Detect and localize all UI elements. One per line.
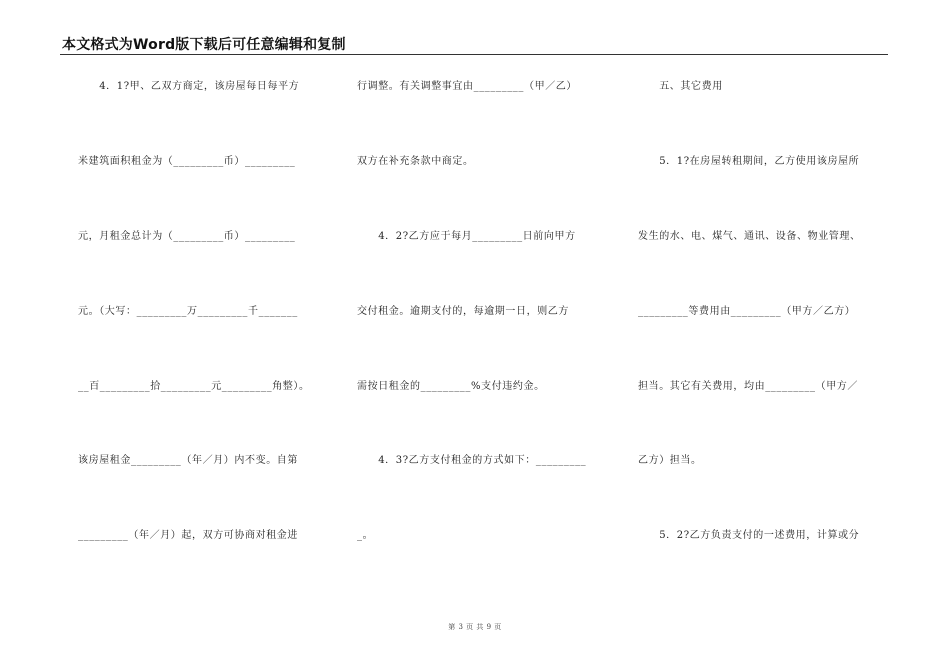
text-line: 元，月租金总计为（_________币）_________ (78, 231, 296, 242)
text-line: 4．2?乙方应于每月_________日前向甲方 (357, 231, 576, 242)
text-line: _________等费用由_________（甲方／乙方） (638, 306, 856, 317)
text-line: 五、其它费用 (638, 81, 723, 92)
text-line: _。 (357, 530, 374, 541)
text-line: 元。（大写：_________万_________千_______ (78, 306, 298, 317)
header-divider (60, 54, 888, 55)
text-line: 需按日租金的_________%支付违约金。 (357, 381, 545, 392)
text-line: 4．3?乙方支付租金的方式如下：_________ (357, 455, 587, 466)
text-line: 米建筑面积租金为（_________币）_________ (78, 156, 296, 167)
text-line: _________（年／月）起，双方可协商对租金进 (78, 530, 298, 541)
text-line: 发生的水、电、煤气、通讯、设备、物业管理、 (638, 231, 861, 242)
text-line: 行调整。有关调整事宜由_________（甲／乙） (357, 81, 577, 92)
text-line: 5．1?在房屋转租期间，乙方使用该房屋所 (638, 156, 860, 167)
text-line: 5．2?乙方负责支付的一述费用，计算或分 (638, 530, 860, 541)
text-line: 4．1?甲、乙双方商定，该房屋每日每平方 (78, 81, 300, 92)
page-number-footer: 第 3 页 共 9 页 (448, 623, 502, 631)
text-line: __百_________拾_________元_________角整）。 (78, 381, 310, 392)
text-line: 担当。其它有关费用，均由_________（甲方／ (638, 381, 858, 392)
page-header-title: 本文格式为Word版下载后可任意编辑和复制 (62, 37, 346, 53)
text-line: 乙方）担当。 (638, 455, 702, 466)
text-line: 双方在补充条款中商定。 (357, 156, 474, 167)
text-line: 交付租金。逾期支付的，每逾期一日，则乙方 (357, 306, 569, 317)
text-line: 该房屋租金_________（年／月）内不变。自第 (78, 455, 298, 466)
